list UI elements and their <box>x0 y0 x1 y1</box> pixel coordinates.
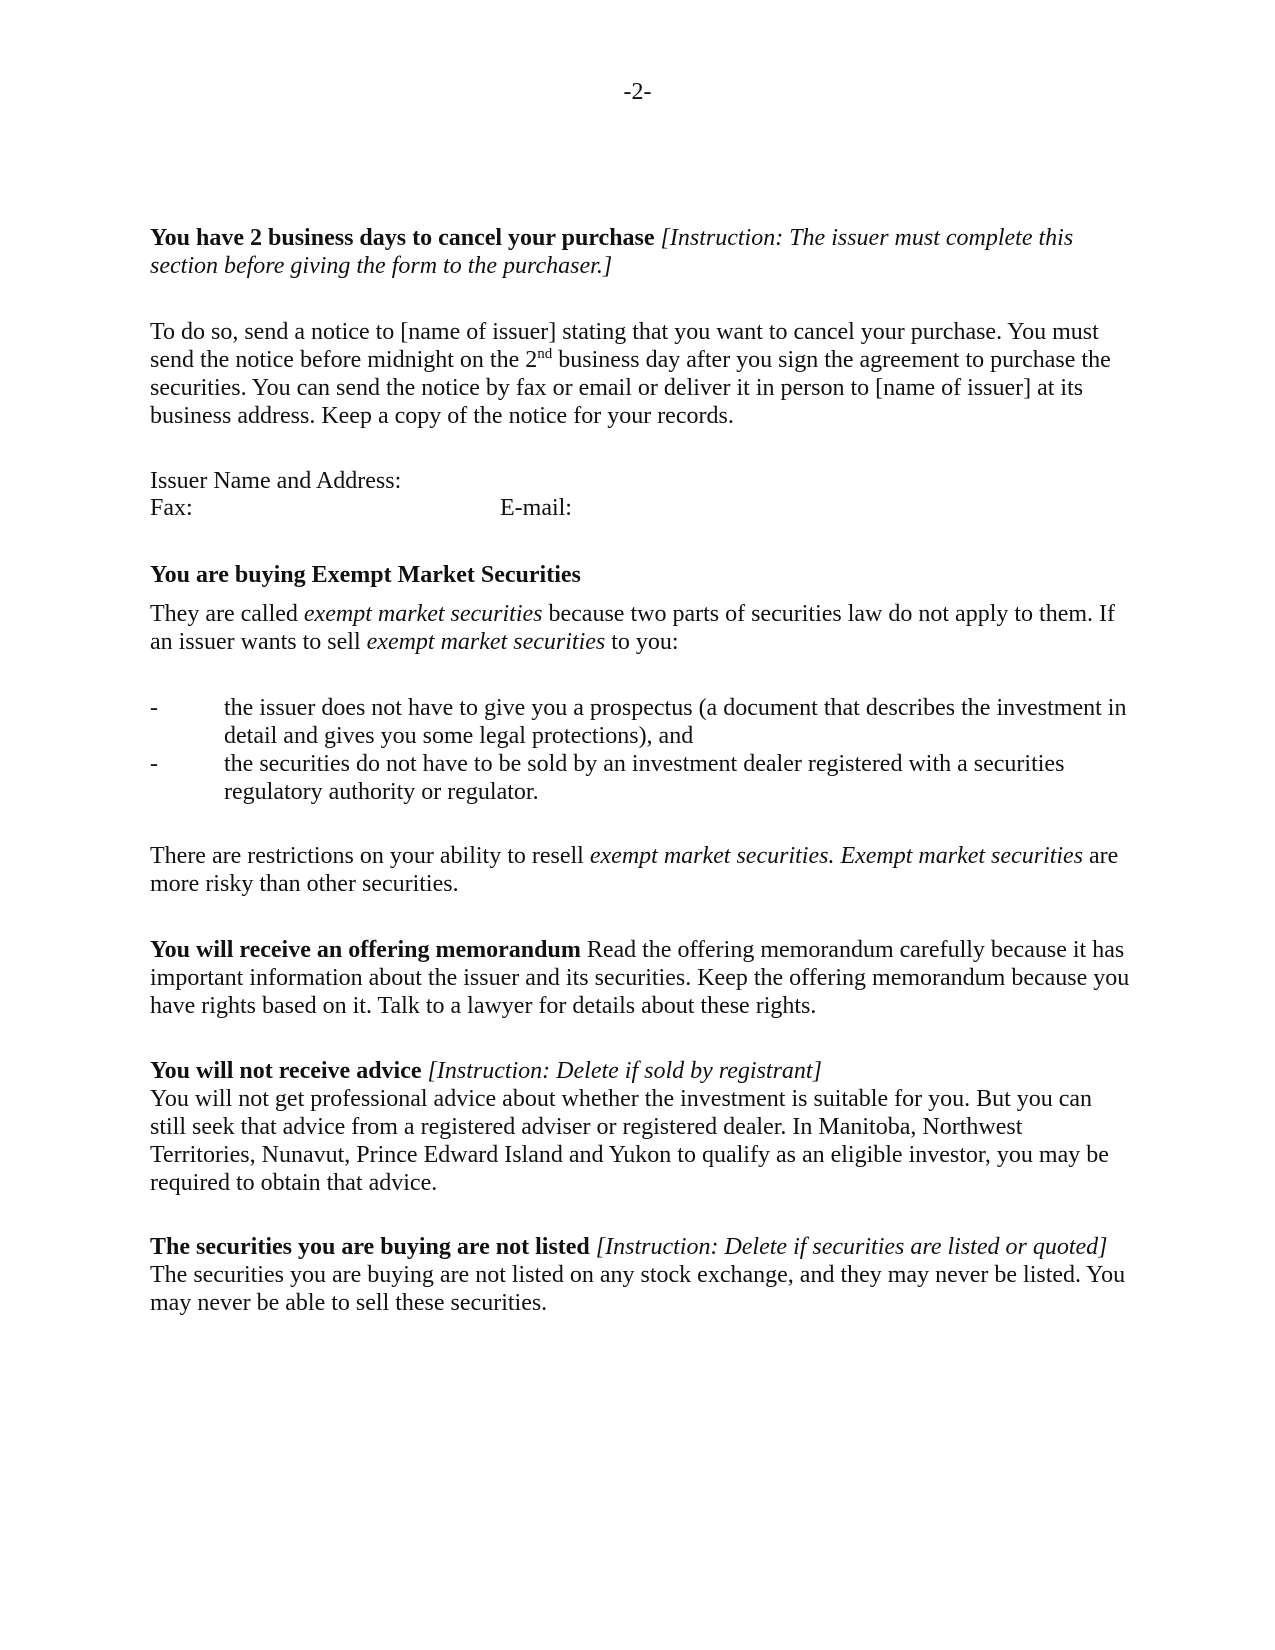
list-item <box>150 694 1130 750</box>
offering-paragraph <box>150 936 1130 1020</box>
listing-text: The securities you are buying are not listed on any stock exchange, and they may never be listed. You may never be able to sell these securities. <box>150 1262 1126 1316</box>
bullet-text: the securities do not have to be sold by an investment dealer registered with a securities regulatory authority or regulator. <box>224 751 1065 805</box>
fax-label: Fax: <box>150 495 193 521</box>
offering-text: Read the offering memorandum carefully because it has important information about the issuer and its securities. Keep the offering memorandum because you have rights based on it. Talk to a lawyer for details about these rights. <box>150 937 1130 1019</box>
advice-instruction: [Instruction: Delete if sold by registrant] <box>421 1058 822 1084</box>
cancel-paragraph <box>150 318 1130 430</box>
exempt-heading: You are buying Exempt Market Securities <box>150 562 581 588</box>
cancel-instruction: [Instruction: The issuer must complete this section before giving the form to the purchaser.] <box>150 225 1074 279</box>
cancel-para-part2: business day after you sign the agreement to purchase the securities. You can send the notice by fax or email or deliver it in person to [name of issuer] at its business address. Keep a copy of the notice for your records. <box>150 347 1111 429</box>
page-number: -2- <box>623 79 652 105</box>
advice-text: You will not get professional advice about whether the investment is suitable for you. But you can still seek that advice from a registered adviser or registered dealer. In Manitoba, Northwest Territories, Nunavut, Prince Edward Island and Yukon to qualify as an eligible investor, you may be required to obtain that advice. <box>150 1086 1109 1196</box>
bullet-dash: - <box>150 751 158 777</box>
exempt-para2-b: are more risky than other securities. <box>150 843 1119 897</box>
cancel-heading: You have 2 business days to cancel your purchase <box>150 225 655 251</box>
advice-paragraph <box>150 1057 1130 1197</box>
email-label: E-mail: <box>500 495 572 521</box>
listing-heading: The securities you are buying are not listed <box>150 1234 590 1260</box>
exempt-para1-b: because two parts of securities law do not apply to them. If an issuer wants to sell <box>150 601 1116 655</box>
advice-heading: You will not receive advice <box>150 1058 422 1084</box>
listing-paragraph <box>150 1233 1130 1317</box>
exempt-paragraph-2 <box>150 842 1130 898</box>
bullet-text: the issuer does not have to give you a prospectus (a document that describes the investment in detail and gives you some legal protections), and <box>224 695 1127 749</box>
cancel-para-part1: To do so, send a notice to [name of issuer] stating that you want to cancel your purchase. You must send the notice before midnight on the 2 <box>150 319 1099 373</box>
cancel-para-sup: nd <box>537 346 553 362</box>
exempt-paragraph-1 <box>150 600 1130 656</box>
issuer-name-address-label: Issuer Name and Address: <box>150 468 402 494</box>
exempt-para1-italic-2: exempt market securities <box>366 629 606 655</box>
cancel-section-heading-block <box>150 224 1130 280</box>
exempt-para1-italic-1: exempt market securities <box>303 601 543 627</box>
exempt-para2-a: There are restrictions on your ability to resell <box>150 843 590 869</box>
exempt-para2-italic: exempt market securities. Exempt market securities <box>589 843 1084 869</box>
exempt-para1-c: to you: <box>605 629 679 655</box>
listing-instruction: [Instruction: Delete if securities are listed or quoted] <box>589 1234 1108 1260</box>
list-item <box>150 750 1130 806</box>
offering-heading: You will receive an offering memorandum <box>150 937 581 963</box>
bullet-dash: - <box>150 695 158 721</box>
exempt-para1-a: They are called <box>150 601 304 627</box>
exempt-bullet-list <box>150 694 1130 806</box>
fax-email-row <box>150 494 1130 522</box>
